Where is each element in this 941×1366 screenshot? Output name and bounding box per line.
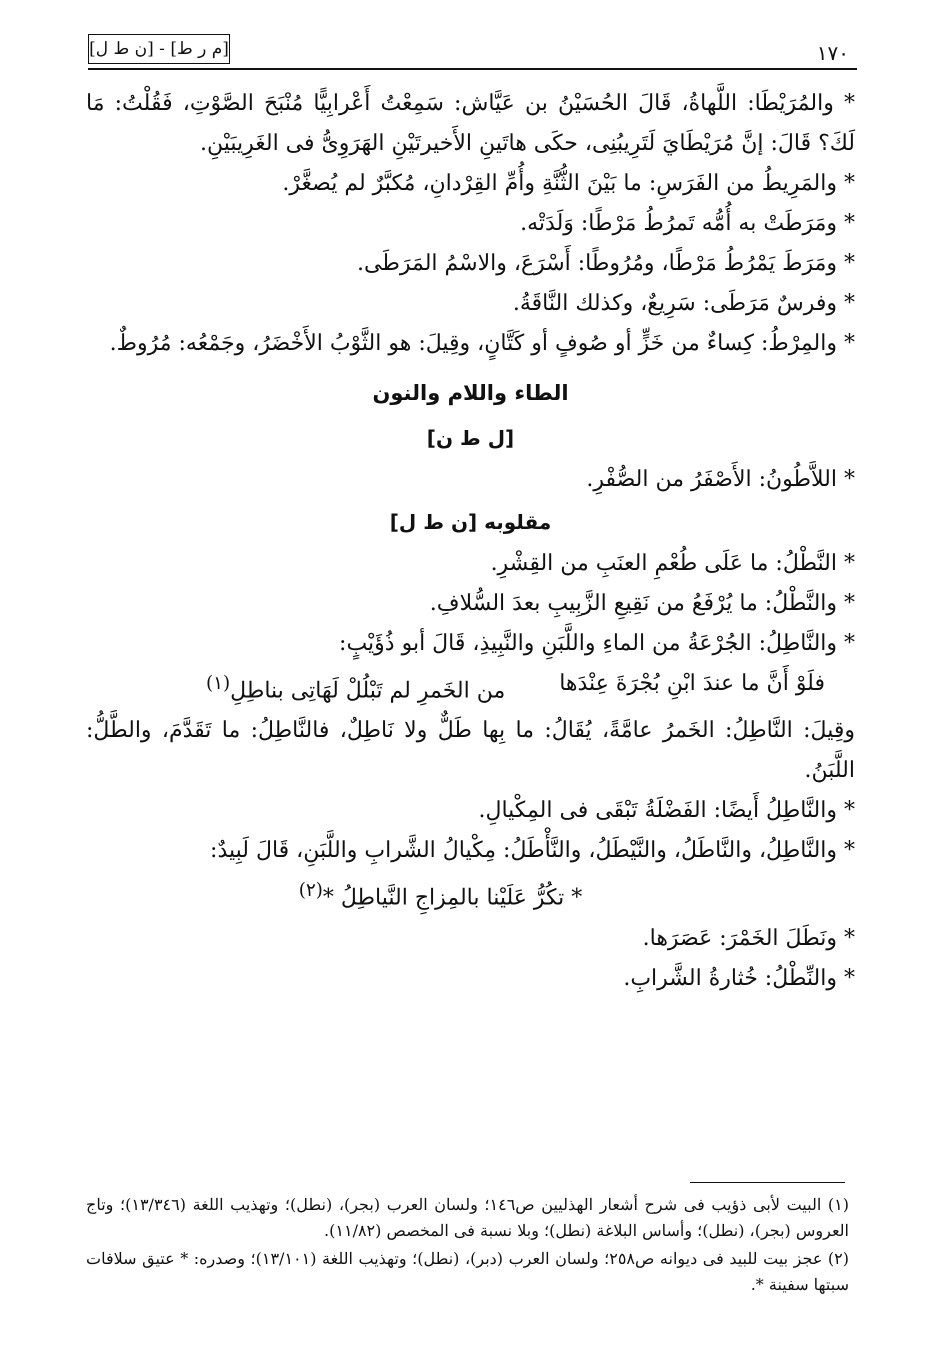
entry-natl-1: * النَّطْلُ: ما عَلَى طُعْمِ العنَبِ من القِشْرِ. (490, 551, 855, 576)
poem-hemistich (86, 871, 855, 918)
entry-fadla: * والنَّاطِلُ أَيضًا: الفَضْلَةُ تَبْقَى فى المِكْيالِ. (478, 798, 855, 824)
footnotes (86, 1192, 849, 1300)
entry-latun: * اللاَّطُونُ: الأَصْفَرُ من الصُّفْرِ. (586, 467, 855, 492)
footnote-2: (٢) عجز بيت للبيد فى ديوانه ص٢٥٨؛ ولسان العرب (دبر)، (نطل)؛ وتهذيب اللغة (١٣/١٠١)؛ وصدره: * عتيق سلافات سبتها سفينة *. (86, 1249, 850, 1294)
entry-muraita: * والمُرَيْطَا: اللَّهاةُ، قَالَ الحُسَيْنُ بن عَيَّاش: سَمِعْتُ أَعْرابِيًّا مُنْبَحَ الصَّوْتِ، فَقُلْتُ: مَا لَكَ؟ قَالَ: إنَّ مُرَيْطَايَ لَتَرِيبُنِى، حكَى هاتَينِ الأَخيرتَيْنِ الهَرَوِىُّ فى الغَرِيبَيْنِ. (86, 91, 855, 156)
entry-natl-2: * والنَّطْلُ: ما يُرْفَعُ من نَقِيعِ الزَّبِيبِ بعدَ السُّلافِ. (429, 591, 855, 616)
entry-nitl: * والنِّطْلُ: خُثارةُ الشَّرابِ. (623, 965, 855, 991)
root-heading-ltn: [ل ط ن] (426, 426, 515, 450)
header-rule (88, 68, 857, 70)
page-number: ١٧٠ (816, 41, 849, 65)
entry-mirt: * والمِرْطُ: كِساءٌ من خَزٍّ أو صُوفٍ أو كَتَّانٍ، وقِيلَ: هو الثَّوْبُ الأَخْضَرُ، وجَمْعُه: مُرُوطٌ. (109, 331, 855, 356)
verse-first-hemistich: فلَوْ أَنَّ ما عندَ ابْنِ بُجْرَةَ عِنْدَها (559, 671, 825, 696)
entry-marit: * والمَرِيطُ من الفَرَسِ: ما بَيْنَ الثُّنَّةِ وأُمِّ القِرْدانِ، مُكبَّرٌ لم يُصغَّرْ. (282, 171, 855, 196)
entry-mikyal: * والنَّاطِلُ، والنَّاطَلُ، والنَّيْطَلُ، والنَّأْطَلُ: مِكْيالُ الشَّرابِ واللَّبَنِ، قَالَ لَبِيدٌ: (210, 838, 855, 864)
footnote-rule (690, 1182, 845, 1183)
hemistich-text: * تكُرُّ عَلَيْنا بالمِزاجِ النَّياطِلُ * (322, 885, 583, 911)
footnote-1: (١) البيت لأبى ذؤيب فى شرح أشعار الهذليين ص١٤٦؛ ولسان العرب (بجر)، (نطل)؛ وتهذيب اللغة (١٣/٣٤٦)؛ وتاج العروس (بجر)، (نطل)؛ وأساس البلاغة (نطل)؛ وبلا نسبة فى المخصص (١١/٨٢). (86, 1195, 849, 1240)
entry-natil: * والنَّاطِلُ: الجُرْعَةُ من الماءِ واللَّبَنِ والنَّبِيذِ، قَالَ أبو ذُؤَيْبٍ: (339, 631, 855, 656)
main-text (86, 84, 855, 999)
entry-qila-natil: وقِيلَ: النَّاطِلُ: الخَمرُ عامَّةً، يُقَالُ: ما بِها طَلٌّ ولا نَاطِلٌ، فالنَّاطِلُ: ما تَقَدَّمَ، والطَّلُّ: اللَّبَنُ. (86, 718, 855, 784)
footnote-ref-2: (٢) (298, 880, 323, 902)
footnote-ref-1: (١) (206, 673, 231, 694)
entry-maratat: * ومَرَطَتْ به أُمُّه تَمرُطُ مَرْطًا: وَلَدَتْه. (520, 211, 855, 236)
poem-verse (86, 664, 855, 711)
verse-second-text: من الخَمرِ لم تَبْلُلْ لَهَاتِى بناطِلِ (230, 678, 506, 704)
entry-natala: * ونَطَلَ الخَمْرَ: عَصَرَها. (642, 925, 855, 951)
verse-second-hemistich (206, 664, 505, 711)
section-root-label: [م ر ط] - [ن ط ل] (88, 34, 230, 64)
entry-faras-marata: * وفرسٌ مَرَطَى: سَرِيعٌ، وكذلك النَّاقَةُ. (512, 291, 855, 316)
entry-marata: * ومَرَطَ يَمْرُطُ مَرْطًا، ومُرُوطًا: أَسْرَعَ، والاسْمُ المَرَطَى. (357, 251, 855, 276)
root-heading-ntl: مقلوبه [ن ط ل] (389, 510, 552, 534)
section-heading: الطاء واللام والنون (372, 381, 569, 405)
